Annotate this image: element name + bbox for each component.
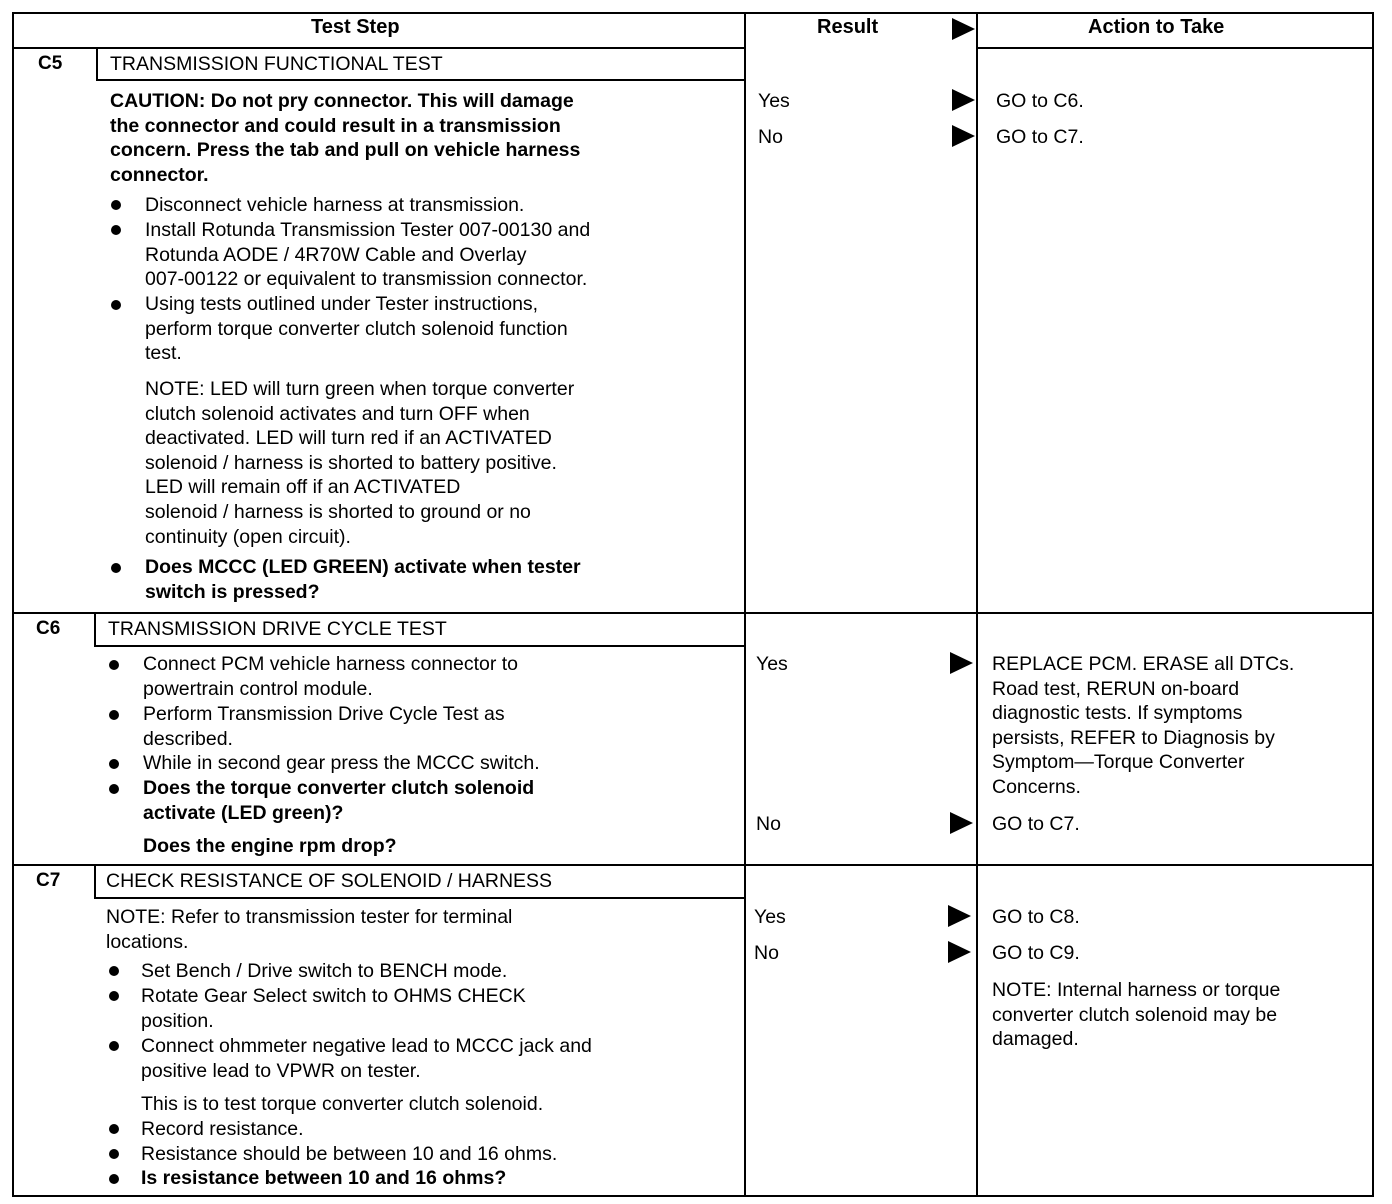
c7-result-no: No [754,942,779,964]
header-result: Result [817,16,879,38]
c5-note: NOTE: LED will turn green when torque converter clutch solenoid activates and turn OFF when deactivated. LED will turn red if an ACTIVATED solenoid / harness is shorted to battery positive. LED will remain off if an ACTIVATED solenoid / harness is shorted to ground or no continuity (open circuit). [145,378,575,548]
result-arrow-icon [950,652,973,674]
c7-bullet-1: Set Bench / Drive switch to BENCH mode. [141,960,508,982]
bullet-icon [109,759,119,769]
c6-bullet-2: Perform Transmission Drive Cycle Test as described. [143,703,505,750]
c7-title-underline [94,897,746,899]
step-title-c6: TRANSMISSION DRIVE CYCLE TEST [108,618,447,640]
step-number-c5: C5 [38,53,63,74]
c7-note: NOTE: Refer to transmission tester for terminal locations. [106,906,513,953]
c6-title-underline [94,645,746,647]
c7-action-note: NOTE: Internal harness or torque converter clutch solenoid may be damaged. [992,979,1281,1051]
step-title-c5: TRANSMISSION FUNCTIONAL TEST [110,53,443,75]
result-arrow-icon [948,941,971,963]
bullet-icon [111,300,121,310]
c6-bullet-1: Connect PCM vehicle harness connector to powertrain control module. [143,653,519,700]
header-action: Action to Take [1088,16,1225,38]
c6-action-yes: REPLACE PCM. ERASE all DTCs. Road test, RERUN on-board diagnostic tests. If symptoms persists, REFER to Diagnosis by Symptom—Torque Converter Concerns. [992,653,1295,798]
c7-bullet-4: Record resistance. [141,1118,304,1140]
header-arrow-icon [952,18,975,40]
c6-question: Does the torque converter clutch solenoid activate (LED green)? [143,777,535,824]
step-number-c6: C6 [36,618,61,639]
bullet-icon [109,966,119,976]
step-box-divider [96,49,98,81]
c7-action-yes: GO to C8. [992,906,1080,928]
c6-result-no: No [756,813,781,835]
column-divider-action [976,12,978,1197]
bullet-icon [109,1174,119,1184]
c6-bullet-3: While in second gear press the MCCC switch. [143,752,540,774]
c7-bullet-2: Rotate Gear Select switch to OHMS CHECK position. [141,985,526,1032]
bullet-icon [109,710,119,720]
bullet-icon [111,563,121,573]
result-arrow-icon [950,812,973,834]
step-box-divider [94,614,96,646]
c7-question: Is resistance between 10 and 16 ohms? [141,1167,507,1189]
step-title-c7: CHECK RESISTANCE OF SOLENOID / HARNESS [106,870,553,892]
c6-action-no: GO to C7. [992,813,1080,835]
c5-result-no: No [758,126,783,148]
column-divider-result [744,12,746,1197]
result-arrow-icon [948,905,971,927]
c5-bullet-2: Install Rotunda Transmission Tester 007-00130 and Rotunda AODE / 4R70W Cable and Overlay 007-00122 or equivalent to transmission connector. [145,219,591,291]
bullet-icon [109,1149,119,1159]
bullet-icon [111,225,121,235]
result-arrow-icon [952,89,975,111]
c7-action-no: GO to C9. [992,942,1080,964]
c5-action-yes: GO to C6. [996,90,1084,112]
c5-bullet-3: Using tests outlined under Tester instructions, perform torque converter clutch solenoid function test. [145,293,568,365]
step-box-divider [94,866,96,898]
c5-action-no: GO to C7. [996,126,1084,148]
result-arrow-icon [952,125,975,147]
c7-result-yes: Yes [754,906,786,928]
c7-bullet-5: Resistance should be between 10 and 16 ohms. [141,1143,558,1165]
bullet-icon [109,1124,119,1134]
c5-title-underline [96,79,746,81]
c5-caution: CAUTION: Do not pry connector. This will damage the connector and could result in a transmission concern. Press the tab and pull on vehicle harness connector. [110,90,581,186]
c7-sub-note: This is to test torque converter clutch solenoid. [141,1093,544,1115]
header-test-step: Test Step [311,16,400,38]
header-divider [12,47,746,49]
header-divider [976,47,1374,49]
c6-result-yes: Yes [756,653,788,675]
row-divider-c7 [12,864,1374,866]
bullet-icon [109,660,119,670]
bullet-icon [109,1041,119,1051]
row-divider-c6 [12,612,1374,614]
bullet-icon [109,784,119,794]
bullet-icon [111,200,121,210]
bullet-icon [109,991,119,1001]
step-number-c7: C7 [36,870,61,891]
c7-bullet-3: Connect ohmmeter negative lead to MCCC jack and positive lead to VPWR on tester. [141,1035,592,1082]
c6-question-2: Does the engine rpm drop? [143,835,397,857]
c5-bullet-1: Disconnect vehicle harness at transmission. [145,194,525,216]
c5-question: Does MCCC (LED GREEN) activate when tester switch is pressed? [145,556,581,603]
c5-result-yes: Yes [758,90,790,112]
